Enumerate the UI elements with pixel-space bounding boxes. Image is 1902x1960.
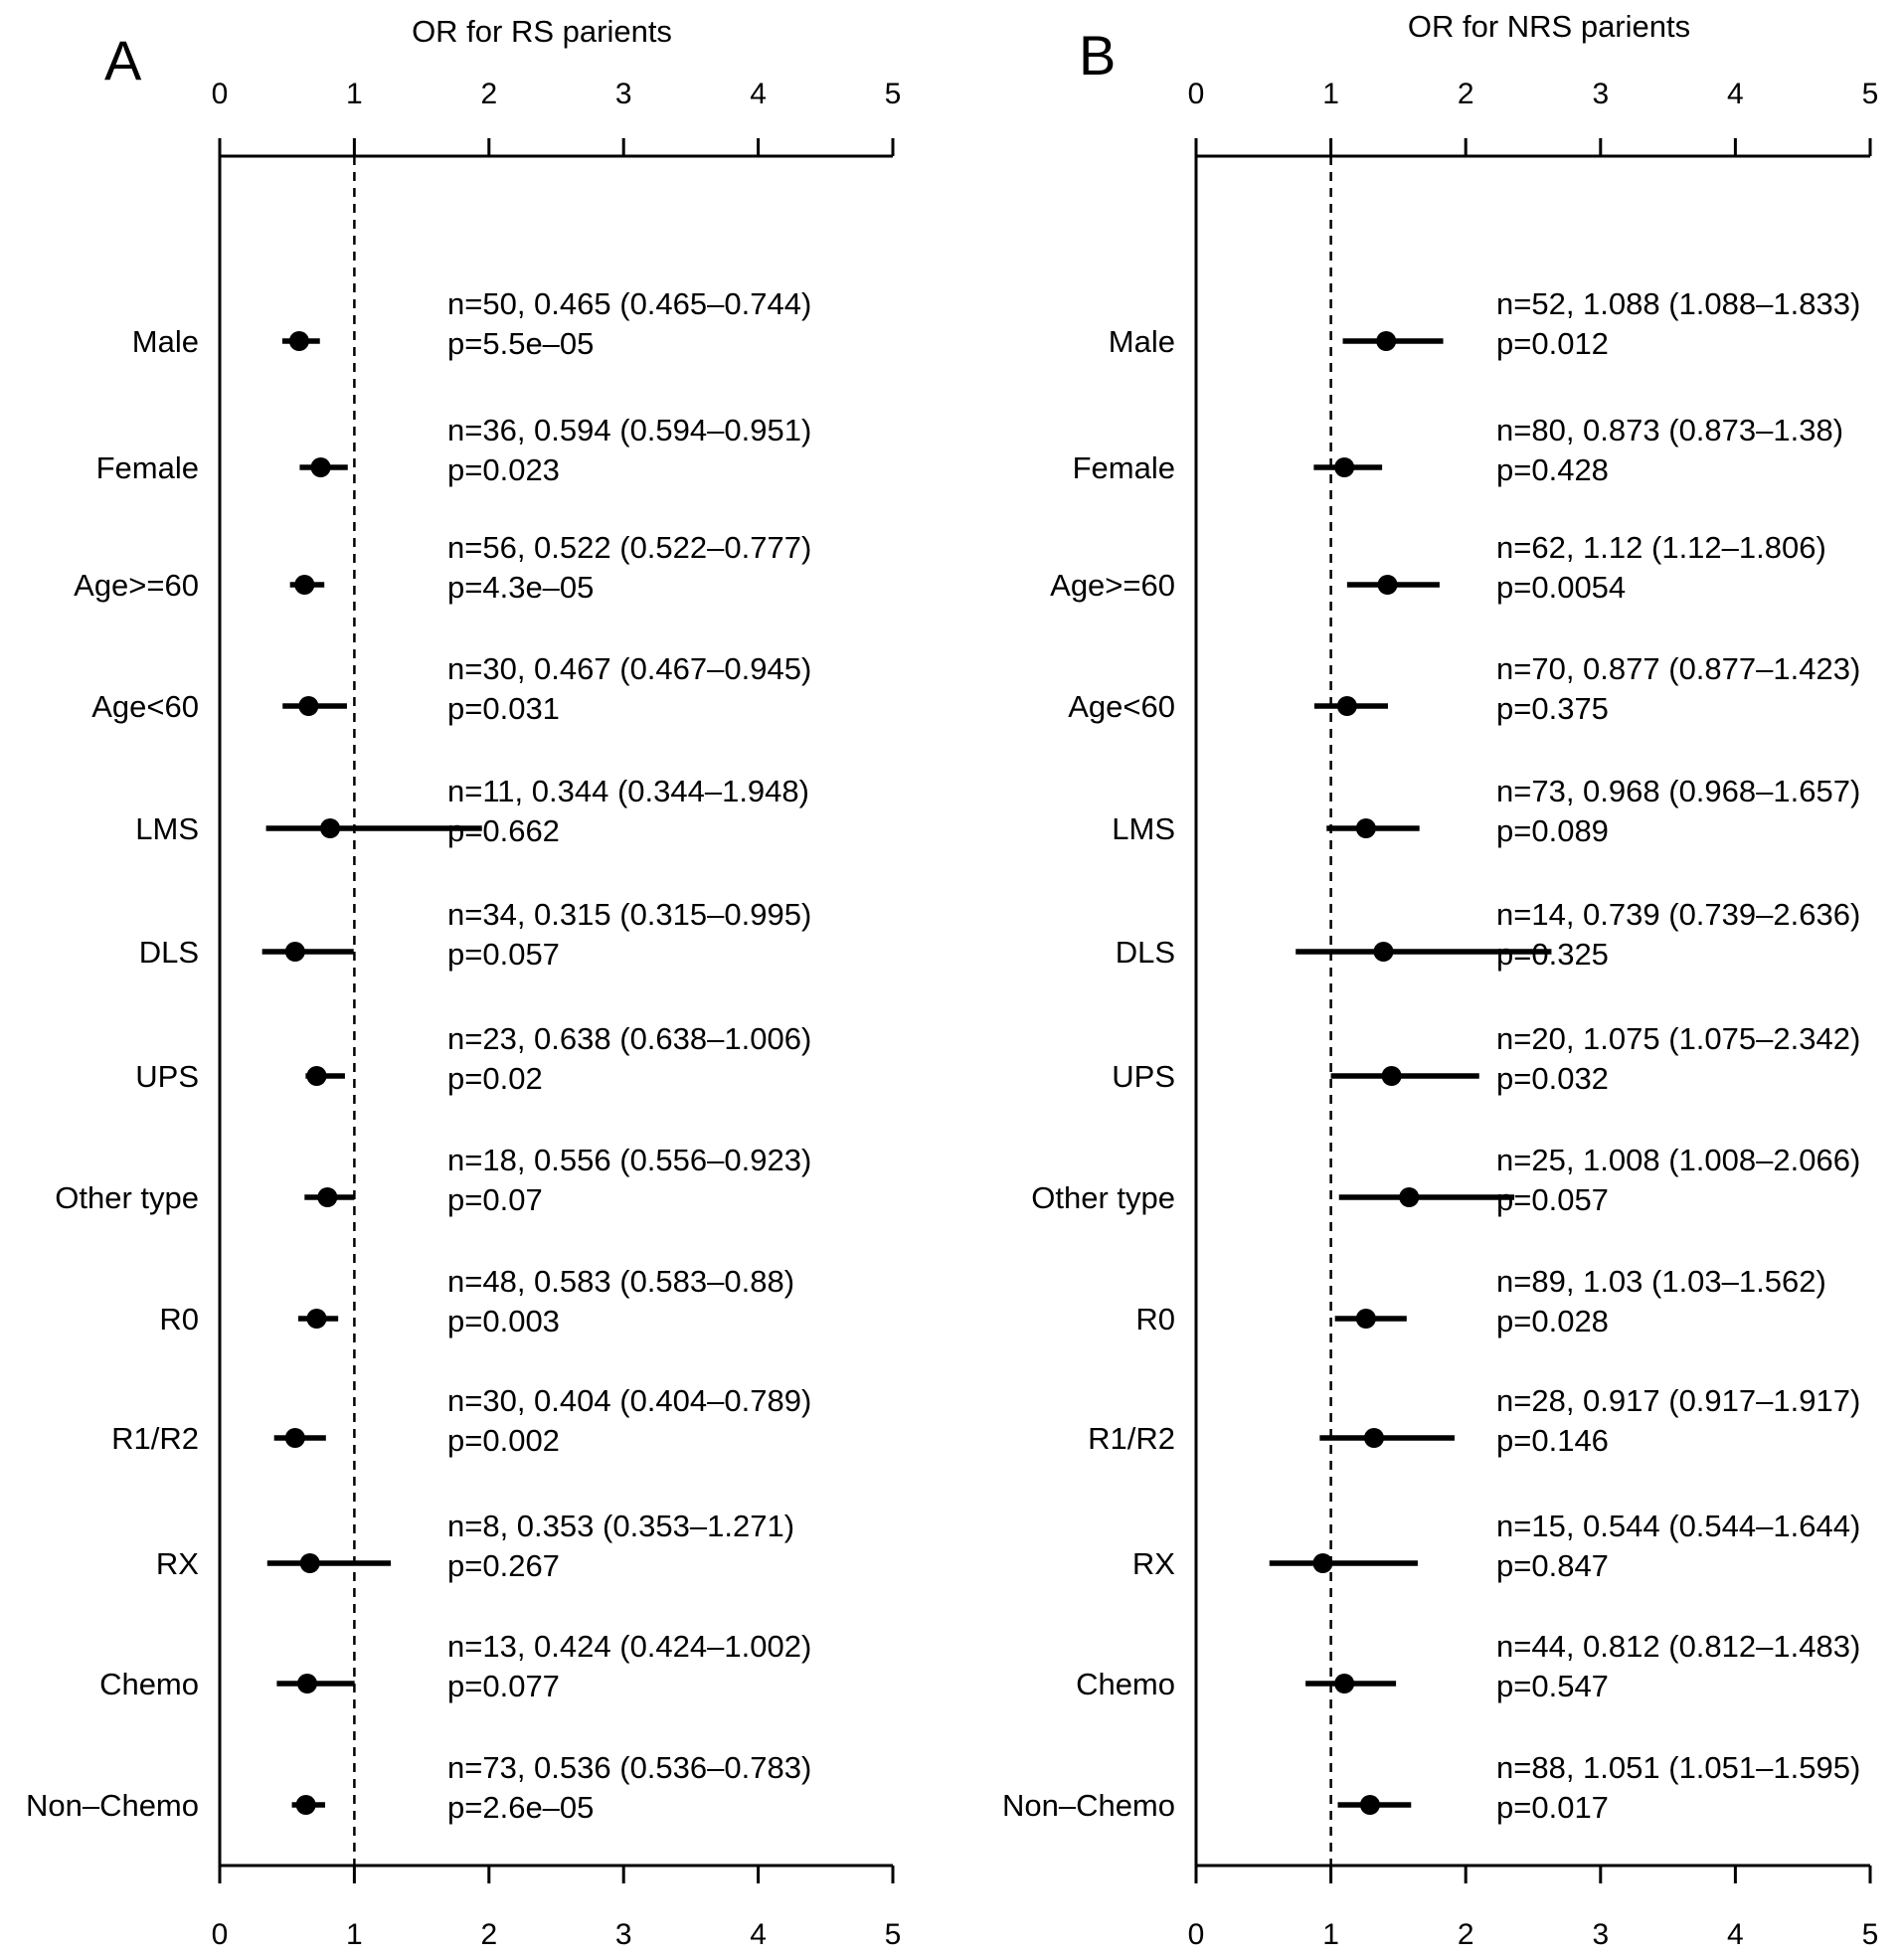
estimate-point [1356,1309,1376,1329]
top-tick-label: 2 [480,78,498,110]
row-pvalue-text: p=0.02 [447,1061,543,1096]
row-pvalue-text: p=2.6e–05 [447,1790,595,1825]
row-stat-text: n=30, 0.467 (0.467–0.945) [447,651,812,686]
panel-b-title: OR for NRS parients [1407,9,1691,44]
row-label: Female [1072,450,1175,485]
estimate-point [320,818,340,838]
row-stat-text: n=25, 1.008 (1.008–2.066) [1496,1143,1861,1177]
row-pvalue-text: p=0.012 [1496,326,1609,361]
top-tick-label: 1 [1322,78,1339,110]
row-label: R0 [1135,1302,1175,1336]
estimate-point [285,942,305,962]
row-pvalue-text: p=0.057 [447,937,560,972]
row-stat-text: n=44, 0.812 (0.812–1.483) [1496,1629,1861,1664]
row-stat-text: n=89, 1.03 (1.03–1.562) [1496,1264,1826,1299]
top-tick-label: 5 [1861,78,1879,110]
estimate-point [300,1553,320,1573]
row-pvalue-text: p=0.0054 [1496,570,1627,605]
row-label: R0 [159,1302,199,1336]
estimate-point [1378,575,1398,595]
row-stat-text: n=11, 0.344 (0.344–1.948) [447,774,809,808]
estimate-point [1373,942,1393,962]
row-stat-text: n=15, 0.544 (0.544–1.644) [1496,1509,1861,1543]
panel-a-rows [26,286,811,1825]
bottom-tick-label: 0 [1187,1918,1205,1951]
top-tick-label: 0 [1187,78,1205,110]
panel-b-rows [1002,286,1860,1825]
row-label: Age<60 [91,689,199,724]
estimate-point [306,1066,326,1086]
row-pvalue-text: p=0.057 [1496,1182,1609,1217]
panel-b [1002,9,1878,1951]
bottom-tick-label: 3 [614,1918,632,1951]
row-stat-text: n=36, 0.594 (0.594–0.951) [447,413,812,447]
bottom-tick-label: 3 [1592,1918,1610,1951]
row-pvalue-text: p=0.325 [1496,937,1609,972]
row-label: Female [95,450,199,485]
estimate-point [1356,818,1376,838]
row-label: Non–Chemo [1001,1788,1175,1823]
row-label: UPS [1112,1059,1175,1094]
bottom-tick-label: 0 [211,1918,229,1951]
estimate-point [296,1795,316,1815]
row-pvalue-text: p=0.032 [1496,1061,1609,1096]
row-label: DLS [1115,935,1175,970]
row-stat-text: n=52, 1.088 (1.088–1.833) [1496,286,1861,321]
top-tick-label: 4 [1727,78,1744,110]
row-stat-text: n=18, 0.556 (0.556–0.923) [447,1143,812,1177]
row-pvalue-text: p=0.028 [1496,1304,1609,1338]
estimate-point [1399,1187,1419,1207]
row-label: Non–Chemo [25,1788,199,1823]
estimate-point [1376,331,1396,351]
row-pvalue-text: p=4.3e–05 [447,570,595,605]
row-stat-text: n=73, 0.536 (0.536–0.783) [447,1750,812,1785]
estimate-point [306,1309,326,1329]
row-label: UPS [135,1059,199,1094]
row-pvalue-text: p=0.089 [1496,813,1609,848]
row-stat-text: n=56, 0.522 (0.522–0.777) [447,530,812,565]
panel-a-title: OR for RS parients [412,14,672,49]
row-label: Chemo [99,1667,199,1701]
row-label: Other type [55,1180,199,1215]
bottom-tick-label: 5 [1861,1918,1879,1951]
row-label: LMS [135,811,199,846]
estimate-point [294,575,314,595]
row-pvalue-text: p=0.375 [1496,691,1609,726]
row-pvalue-text: p=0.003 [447,1304,560,1338]
estimate-point [1312,1553,1332,1573]
row-pvalue-text: p=0.002 [447,1423,560,1458]
row-label: LMS [1112,811,1175,846]
bottom-tick-label: 5 [884,1918,902,1951]
row-stat-text: n=28, 0.917 (0.917–1.917) [1496,1383,1861,1418]
estimate-point [289,331,309,351]
estimate-point [297,1674,317,1693]
panel-b-letter: B [1079,24,1117,87]
row-pvalue-text: p=0.07 [447,1182,543,1217]
top-tick-label: 3 [1592,78,1610,110]
row-pvalue-text: p=0.847 [1496,1548,1609,1583]
panel-a-letter: A [104,29,142,91]
estimate-point [1364,1428,1384,1448]
row-label: R1/R2 [111,1421,199,1456]
row-pvalue-text: p=0.662 [447,813,560,848]
row-label: Male [1108,324,1175,359]
top-tick-label: 5 [884,78,902,110]
top-tick-label: 0 [211,78,229,110]
estimate-point [1334,457,1354,477]
row-stat-text: n=20, 1.075 (1.075–2.342) [1496,1021,1861,1056]
top-tick-label: 3 [614,78,632,110]
row-pvalue-text: p=0.428 [1496,452,1609,487]
bottom-tick-label: 1 [346,1918,363,1951]
estimate-point [311,457,331,477]
row-pvalue-text: p=0.017 [1496,1790,1609,1825]
row-pvalue-text: p=0.146 [1496,1423,1609,1458]
bottom-tick-label: 1 [1322,1918,1339,1951]
bottom-tick-label: 2 [1457,1918,1474,1951]
row-stat-text: n=48, 0.583 (0.583–0.88) [447,1264,795,1299]
row-stat-text: n=88, 1.051 (1.051–1.595) [1496,1750,1861,1785]
row-pvalue-text: p=0.267 [447,1548,560,1583]
row-label: Male [131,324,199,359]
bottom-tick-label: 2 [480,1918,498,1951]
row-stat-text: n=80, 0.873 (0.873–1.38) [1496,413,1844,447]
estimate-point [285,1428,305,1448]
bottom-tick-label: 4 [750,1918,767,1951]
row-stat-text: n=13, 0.424 (0.424–1.002) [447,1629,812,1664]
row-pvalue-text: p=0.077 [447,1669,560,1703]
row-label: RX [1131,1546,1175,1581]
row-label: Chemo [1076,1667,1175,1701]
row-stat-text: n=30, 0.404 (0.404–0.789) [447,1383,812,1418]
row-label: Age>=60 [74,568,199,603]
estimate-point [1334,1674,1354,1693]
row-stat-text: n=8, 0.353 (0.353–1.271) [447,1509,795,1543]
row-label: Age>=60 [1050,568,1175,603]
top-tick-label: 2 [1457,78,1474,110]
row-stat-text: n=23, 0.638 (0.638–1.006) [447,1021,812,1056]
estimate-point [298,696,318,716]
row-stat-text: n=50, 0.465 (0.465–0.744) [447,286,812,321]
row-stat-text: n=14, 0.739 (0.739–2.636) [1496,897,1861,932]
row-pvalue-text: p=0.023 [447,452,560,487]
row-pvalue-text: p=0.031 [447,691,560,726]
row-pvalue-text: p=5.5e–05 [447,326,595,361]
row-label: Age<60 [1068,689,1175,724]
estimate-point [1382,1066,1402,1086]
panel-a [26,14,901,1951]
row-stat-text: n=62, 1.12 (1.12–1.806) [1496,530,1826,565]
estimate-point [1337,696,1357,716]
top-tick-label: 4 [750,78,767,110]
row-label: Other type [1031,1180,1175,1215]
estimate-point [1360,1795,1380,1815]
row-stat-text: n=34, 0.315 (0.315–0.995) [447,897,812,932]
row-label: R1/R2 [1088,1421,1175,1456]
row-label: DLS [138,935,199,970]
row-stat-text: n=70, 0.877 (0.877–1.423) [1496,651,1861,686]
estimate-point [317,1187,337,1207]
row-label: RX [155,1546,199,1581]
row-stat-text: n=73, 0.968 (0.968–1.657) [1496,774,1861,808]
bottom-tick-label: 4 [1727,1918,1744,1951]
top-tick-label: 1 [346,78,363,110]
row-pvalue-text: p=0.547 [1496,1669,1609,1703]
